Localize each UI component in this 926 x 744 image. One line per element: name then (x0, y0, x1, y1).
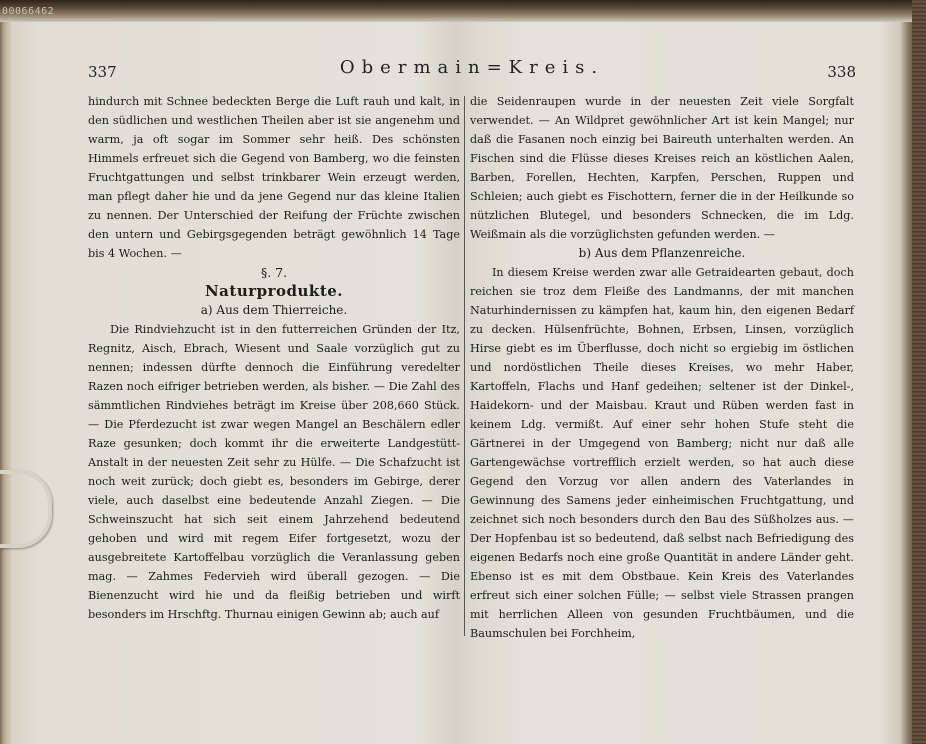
paragraph: die Seidenraupen wurde in der neuesten Zeit viele Sorgfalt verwendet. — An Wildpret gewöhnlicher Art ist kein Mangel; nur daß die Fasanen noch einzig bei Baireuth unterhalten werden. An Fischen sind die Flüsse dieses Kreises reich an köstlichen Aalen, Barben, Forellen, Hechten, Karpfen, Perschen, Ruppen und Schleien; auch giebt es Fischottern, ferner die in der Heilkunde so nützlichen Blutegel, und besonders Schnecken, die im Ldg. Weißmain als die vorzüglichsten gefunden werden. — (470, 95, 854, 241)
page-clip (0, 470, 52, 548)
subheading: b) Aus dem Pflanzenreiche. (578, 246, 746, 260)
paragraph: hindurch mit Schnee bedeckten Berge die Luft rauh und kalt, in den südlichen und westlichen Theilen aber ist sie angenehm und warm, ja oft sogar im Sommer sehr heiß. Des schönsten Himmels erfreuet sich die Gegend von Bamberg, wo die feinsten Fruchtgattungen und selbst trinkbarer Wein erzeugt werden, man pflegt daher hie und da jene Gegend nur das kleine Italien zu nennen. Der Unterschied der Reifung der Früchte zwischen den untern und Gebirgsgegenden beträgt gewöhnlich 14 Tage bis 4 Wochen. — (88, 95, 460, 260)
column-divider (464, 96, 465, 636)
right-page-number: 338 (827, 63, 856, 81)
page-header (88, 57, 856, 87)
paragraph: Die Rindviehzucht ist in den futterreichen Gründen der Itz, Regnitz, Aisch, Ebrach, Wiesent und Saale vorzüglich gut zu nennen; indessen dürfte dennoch die Einführung veredelter Razen noch eifriger betrieben werden, als bisher. — Die Zahl des sämmtlichen Rindviehes beträgt im Kreise über 208,660 Stück. — Die Pferdezucht ist zwar wegen Mangel an Beschälern edler Raze gesunken; doch kommt ihr die erweiterte Landgestütt-Anstalt in der neuesten Zeit sehr zu Hülfe. — Die Schafzucht ist noch weit zurück; doch giebt es, besonders im Gebirge, derer viele, auch daselbst eine bedeutende Anzahl Ziegen. — Die Schweinszucht hat sich seit einem Jahrzehend bedeutend gehoben und wird mit regem Eifer fortgesetzt, wozu der ausgebreitete Kartoffelbau vorzüglich die Veranlassung geben mag. — Zahmes Federvieh wird überall gezogen. — Die Bienenzucht wird hie und da fleißig betrieben und wirft besonders im Hrschftg. Thurnau einigen Gewinn ab; auch auf (88, 323, 460, 621)
left-page-number: 337 (88, 63, 117, 81)
section-heading: Naturprodukte. (204, 282, 344, 300)
paragraph: In diesem Kreise werden zwar alle Getraidearten gebaut, doch reichen sie troz dem Fleiße des Landmanns, der mit manchen Naturhindernissen zu kämpfen hat, kaum hin, den eigenen Bedarf zu decken. Hülsenfrüchte, Bohnen, Erbsen, Linsen, vorzüglich Hirse giebt es im Überflusse, doch nicht so ergiebig im östlichen und nordöstlichen Theile dieses Kreises, wo mehr Haber, Kartoffeln, Flachs und Hanf gedeihen; seltener ist der Dinkel-, Haidekorn- und der Maisbau. Kraut und Rüben werden fast in keinem Ldg. vermißt. Auf einer sehr hohen Stufe steht die Gärtnerei in der Umgegend von Bamberg; nicht nur daß alle Gartengewächse vortrefflich erzielt werden, so hat auch diese Gegend den Vorzug vor allen andern des Vaterlandes in Gewinnung des Samens jeder einheimischen Fruchtgattung, und zeichnet sich noch besonders durch den Bau des Süßholzes aus. — Der Hopfenbau ist so bedeutend, daß selbst nach Befriedigung des eigenen Bedarfs noch eine große Quantität in andere Länder geht. Ebenso ist es mit dem Obstbaue. Kein Kreis des Vaterlandes erfreut sich einer solchen Fülle; — selbst viele Strassen prangen mit herrlichen Alleen von gesunden Fruchtbäumen, und die Baumschulen bei Forchheim, (470, 266, 854, 640)
left-column (88, 92, 460, 624)
running-title: Obermain=Kreis. (339, 57, 605, 78)
scan-id: 00066462 (2, 6, 55, 17)
page-edges (912, 0, 926, 744)
subheading: a) Aus dem Thierreiche. (200, 303, 348, 317)
section-number: §. 7. (260, 265, 288, 280)
top-edge (0, 0, 926, 22)
right-column (470, 92, 854, 643)
